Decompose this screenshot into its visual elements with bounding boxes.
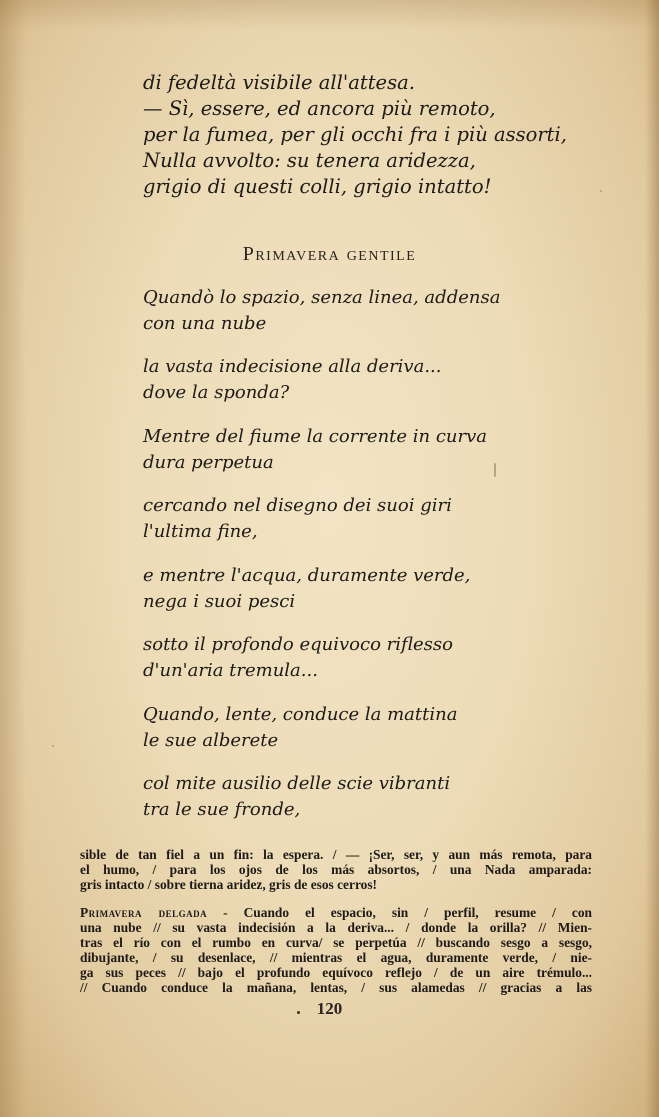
translation-line: tras el río con el rumbo en curva/ se perpetúa // buscando sesgo a sesgo, — [80, 935, 592, 950]
translation-footnote-1 — [80, 847, 592, 892]
verse-line: Quando, lente, conduce la mattina — [143, 704, 458, 725]
poem-title: Primavera gentile — [242, 243, 417, 265]
verse-line: Nulla avvolto: su tenera aridezza, — [143, 149, 476, 172]
verse-line: Mentre del fiume la corrente in curva — [143, 426, 488, 447]
verse-line: — Sì, essere, ed ancora più remoto, — [143, 97, 496, 120]
verse-line: sotto il profondo equivoco riflesso — [143, 634, 453, 655]
paper-speck — [600, 190, 602, 192]
stanza — [143, 702, 457, 754]
verse-line: di fedeltà visibile all'attesa. — [143, 71, 415, 94]
verse-line: grigio di questi colli, grigio intatto! — [143, 175, 492, 198]
verse-line: col mite ausilio delle scie vibranti — [143, 773, 451, 794]
verse-line: per la fumea, per gli occhi fra i più assorti, — [143, 123, 567, 146]
stanza — [143, 632, 453, 684]
verse-line: la vasta indecisione alla deriva... — [143, 356, 442, 377]
page-shadow-top — [0, 0, 659, 30]
translation-line: el humo, / para los ojos de los más absortos, / una Nada amparada: — [80, 862, 592, 877]
opening-verse — [143, 70, 567, 200]
verse-line: le sue alberete — [143, 730, 279, 751]
stanza — [143, 563, 470, 615]
translation-line: ga sus peces // bajo el profundo equívoco reflejo / de un aire trémulo... — [80, 965, 592, 980]
verse-line: e mentre l'acqua, duramente verde, — [143, 565, 471, 586]
translation-line — [80, 905, 592, 920]
page-shadow-left — [0, 0, 26, 1117]
translation-line: una nube // su vasta indecisión a la deriva... / donde la orilla? // Mien- — [80, 920, 592, 935]
translation-footnote-2 — [80, 905, 592, 995]
verse-line: dove la sponda? — [143, 382, 290, 403]
stanza — [143, 771, 450, 823]
translation-line: gris intacto / sobre tierna aridez, gris de esos cerros! — [80, 877, 378, 892]
translation-line: // Cuando conduce la mañana, lentas, / sus alamedas // gracias a las — [80, 980, 592, 995]
verse-line: Quandò lo spazio, senza linea, addensa — [143, 287, 501, 308]
paper-speck — [494, 463, 496, 477]
stanza — [143, 285, 500, 337]
paper-speck — [52, 745, 54, 747]
verse-line: nega i suoi pesci — [143, 591, 296, 612]
verse-line: dura perpetua — [143, 452, 274, 473]
stanza — [143, 424, 487, 476]
translation-line: dibujante, / su desenlace, // mientras el agua, duramente verde, / nie- — [80, 950, 592, 965]
verse-line: tra le sue fronde, — [143, 799, 301, 820]
translation-line: sible de tan fiel a un fin: la espera. / — ¡Ser, ser, y aun más remota, para — [80, 847, 592, 862]
stanza — [143, 354, 442, 406]
verse-line: d'un'aria tremula... — [143, 660, 318, 681]
stanza — [143, 493, 452, 545]
verse-line: l'ultima fine, — [143, 521, 258, 542]
verse-line: cercando nel disegno dei suoi giri — [143, 495, 452, 516]
page-shadow-right — [645, 0, 659, 1117]
translation-title: Primavera delgada — [80, 905, 208, 920]
page-number: 120 — [316, 999, 343, 1018]
translation-first-line: - Cuando el espacio, sin / perfil, resume / con — [207, 905, 592, 920]
verse-line: con una nube — [143, 313, 267, 334]
